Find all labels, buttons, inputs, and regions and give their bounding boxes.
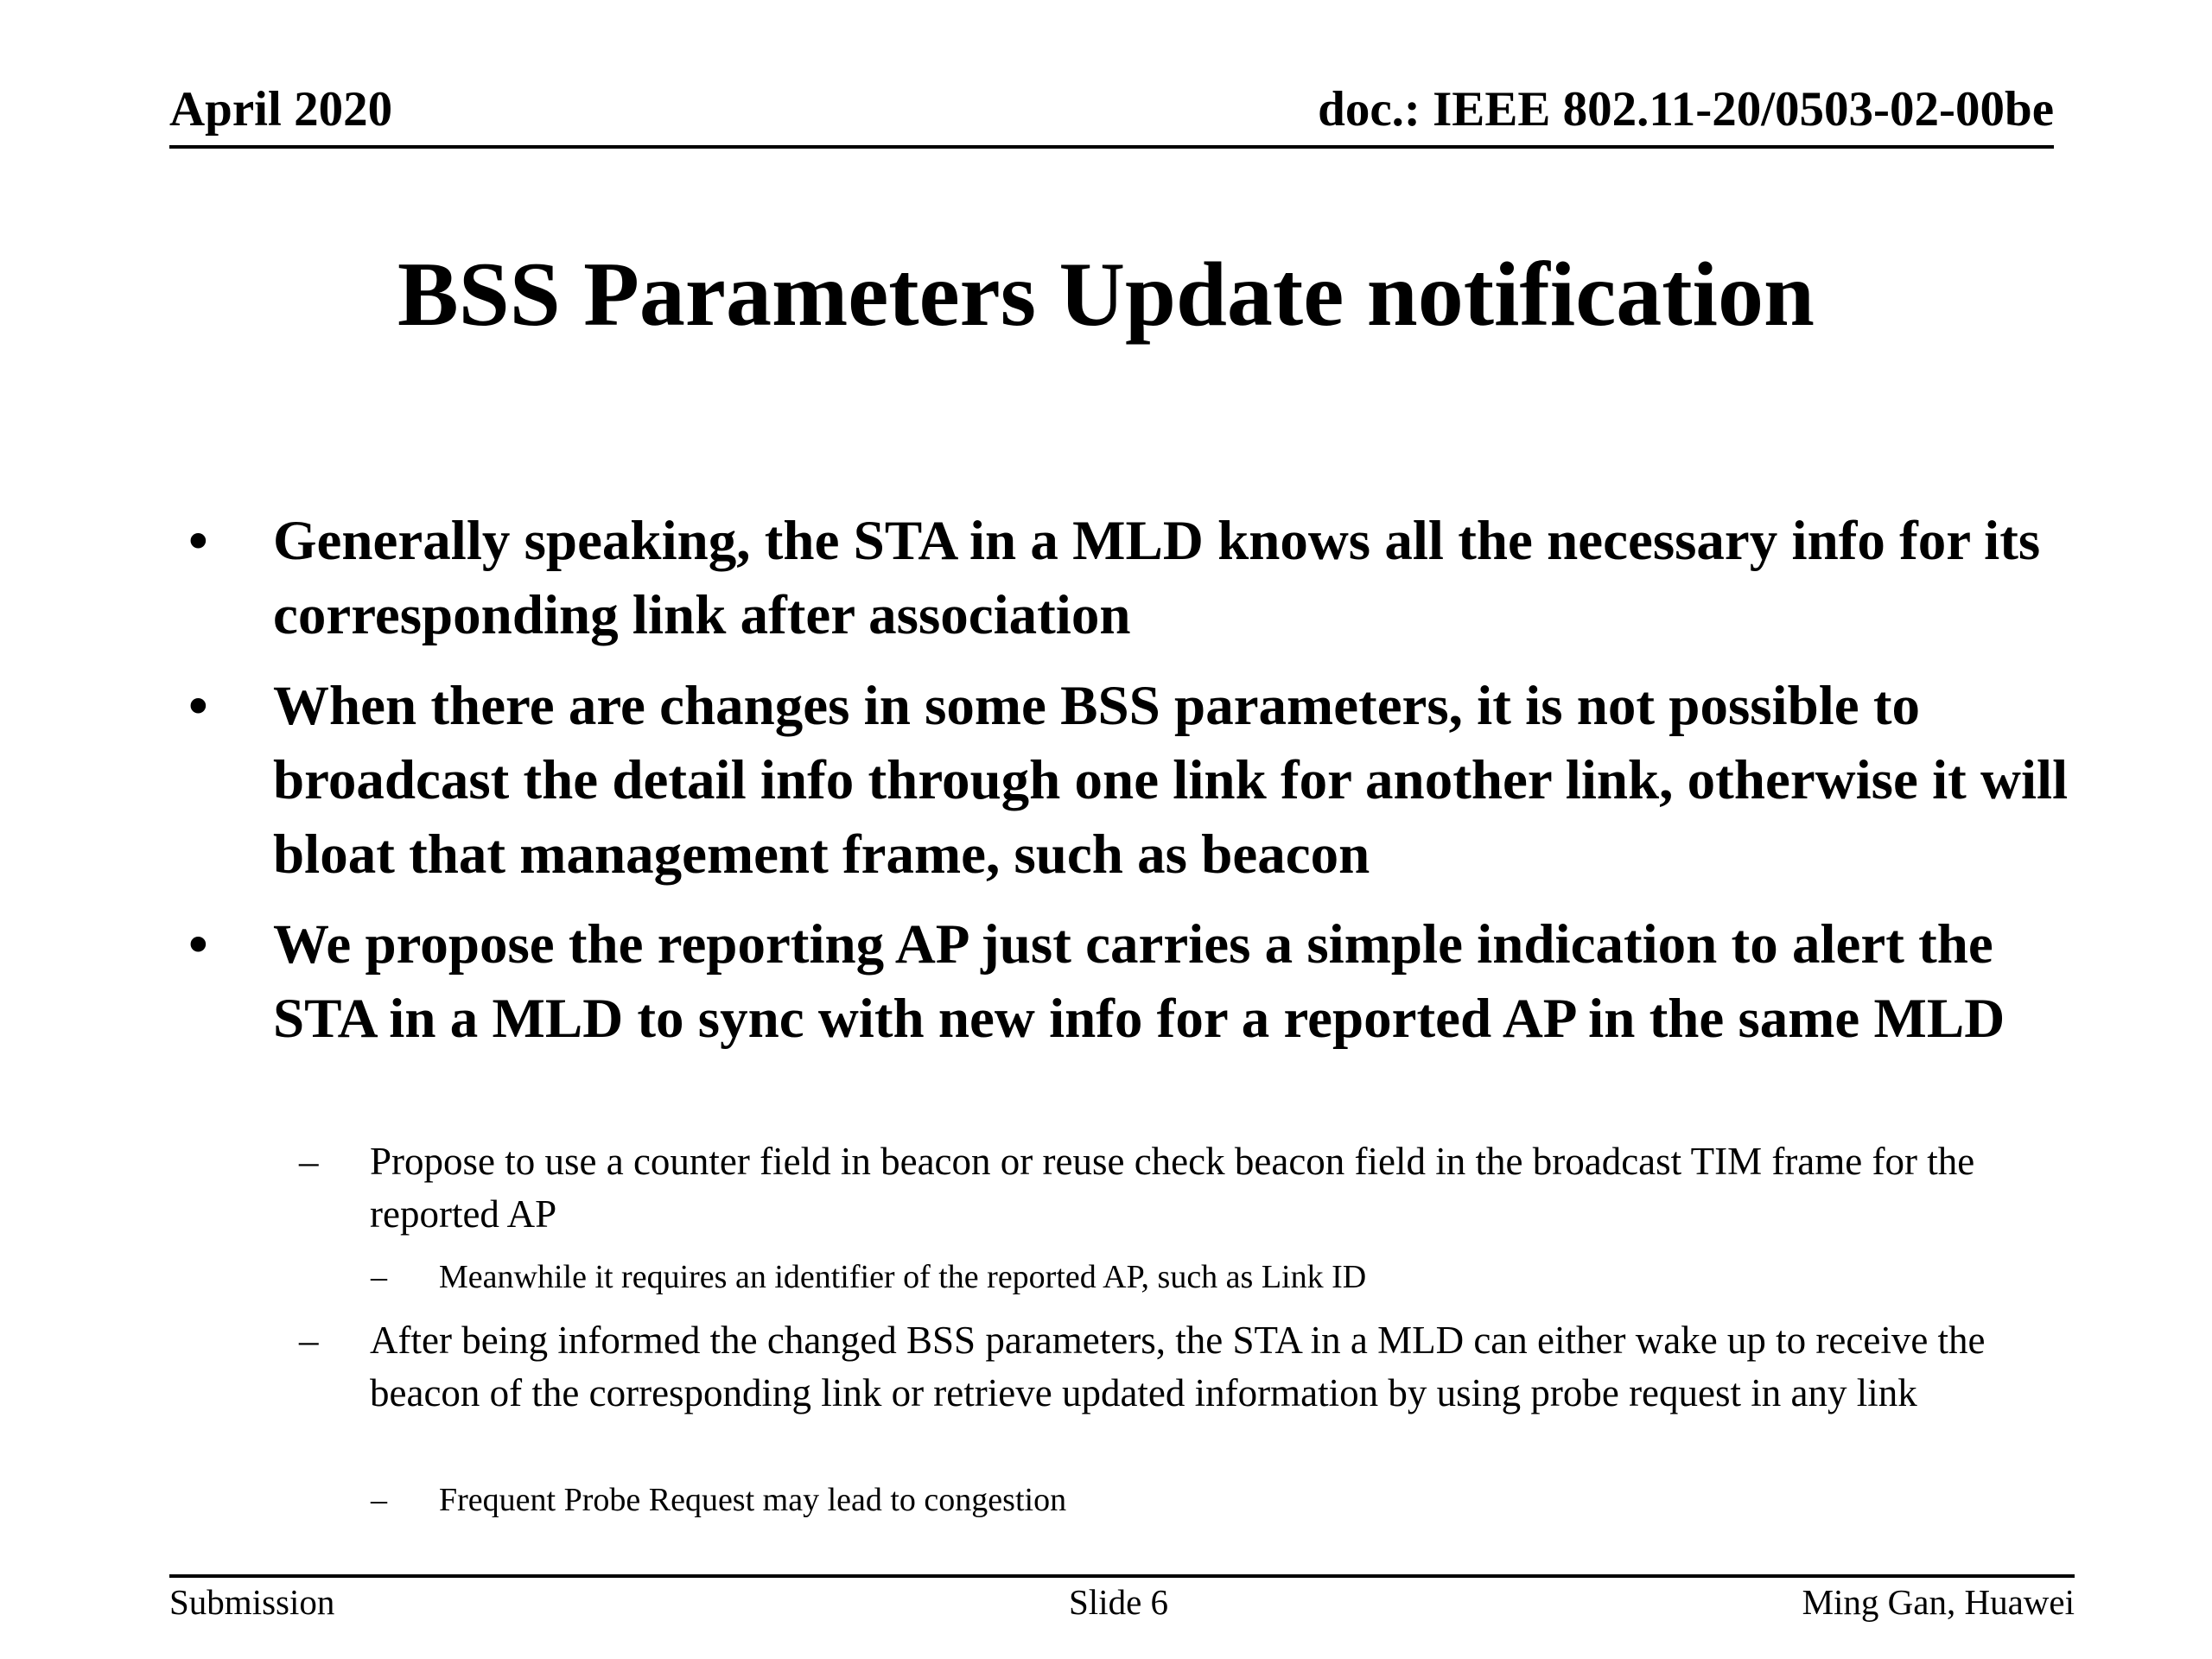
sub-bullet-item — [299, 1135, 2063, 1241]
footer-divider — [169, 1574, 2075, 1578]
header-date: April 2020 — [169, 82, 393, 137]
bullet-item — [188, 504, 2079, 652]
bullet-text: When there are changes in some BSS parameters, it is not possible to broadcast the detail info through one link for another link, otherwise it will bloat that management frame, such as beacon — [273, 675, 2069, 886]
bullet-marker: • — [188, 913, 208, 976]
sub-sub-bullet-text: Frequent Probe Request may lead to congestion — [439, 1482, 1067, 1518]
footer-slide-number: Slide 6 — [1069, 1582, 1169, 1622]
sub-sub-bullet-marker: – — [371, 1482, 387, 1518]
sub-bullet-text: Propose to use a counter field in beacon or reuse check beacon field in the broadcast TIM frame for the reported AP — [370, 1140, 1975, 1236]
footer-author: Ming Gan, Huawei — [1802, 1582, 2075, 1622]
header-divider — [169, 145, 2054, 149]
sub-bullet-marker: – — [299, 1140, 319, 1183]
slide-title: BSS Parameters Update notification — [397, 244, 1815, 345]
bullet-marker: • — [188, 510, 208, 572]
sub-sub-bullet-item — [371, 1255, 2046, 1299]
footer-submission: Submission — [169, 1582, 335, 1622]
header-doc-id: doc.: IEEE 802.11-20/0503-02-00be — [1318, 82, 2054, 137]
sub-bullet-text: After being informed the changed BSS parameters, the STA in a MLD can either wake up to receive the beacon of the corresponding link or retrieve updated information by using probe request in any link — [370, 1319, 1986, 1414]
bullet-text: We propose the reporting AP just carries a simple indication to alert the STA in a MLD to sync with new info for a reported AP in the same MLD — [273, 913, 2005, 1050]
bullet-text: Generally speaking, the STA in a MLD knows all the necessary info for its corresponding link after association — [273, 510, 2041, 646]
bullet-item — [188, 907, 2079, 1056]
sub-sub-bullet-item — [371, 1478, 2046, 1522]
bullet-item — [188, 669, 2079, 892]
sub-bullet-item — [299, 1314, 2063, 1420]
sub-sub-bullet-marker: – — [371, 1259, 387, 1295]
sub-bullet-marker: – — [299, 1319, 319, 1362]
bullet-marker: • — [188, 675, 208, 737]
sub-sub-bullet-text: Meanwhile it requires an identifier of the reported AP, such as Link ID — [439, 1259, 1367, 1295]
